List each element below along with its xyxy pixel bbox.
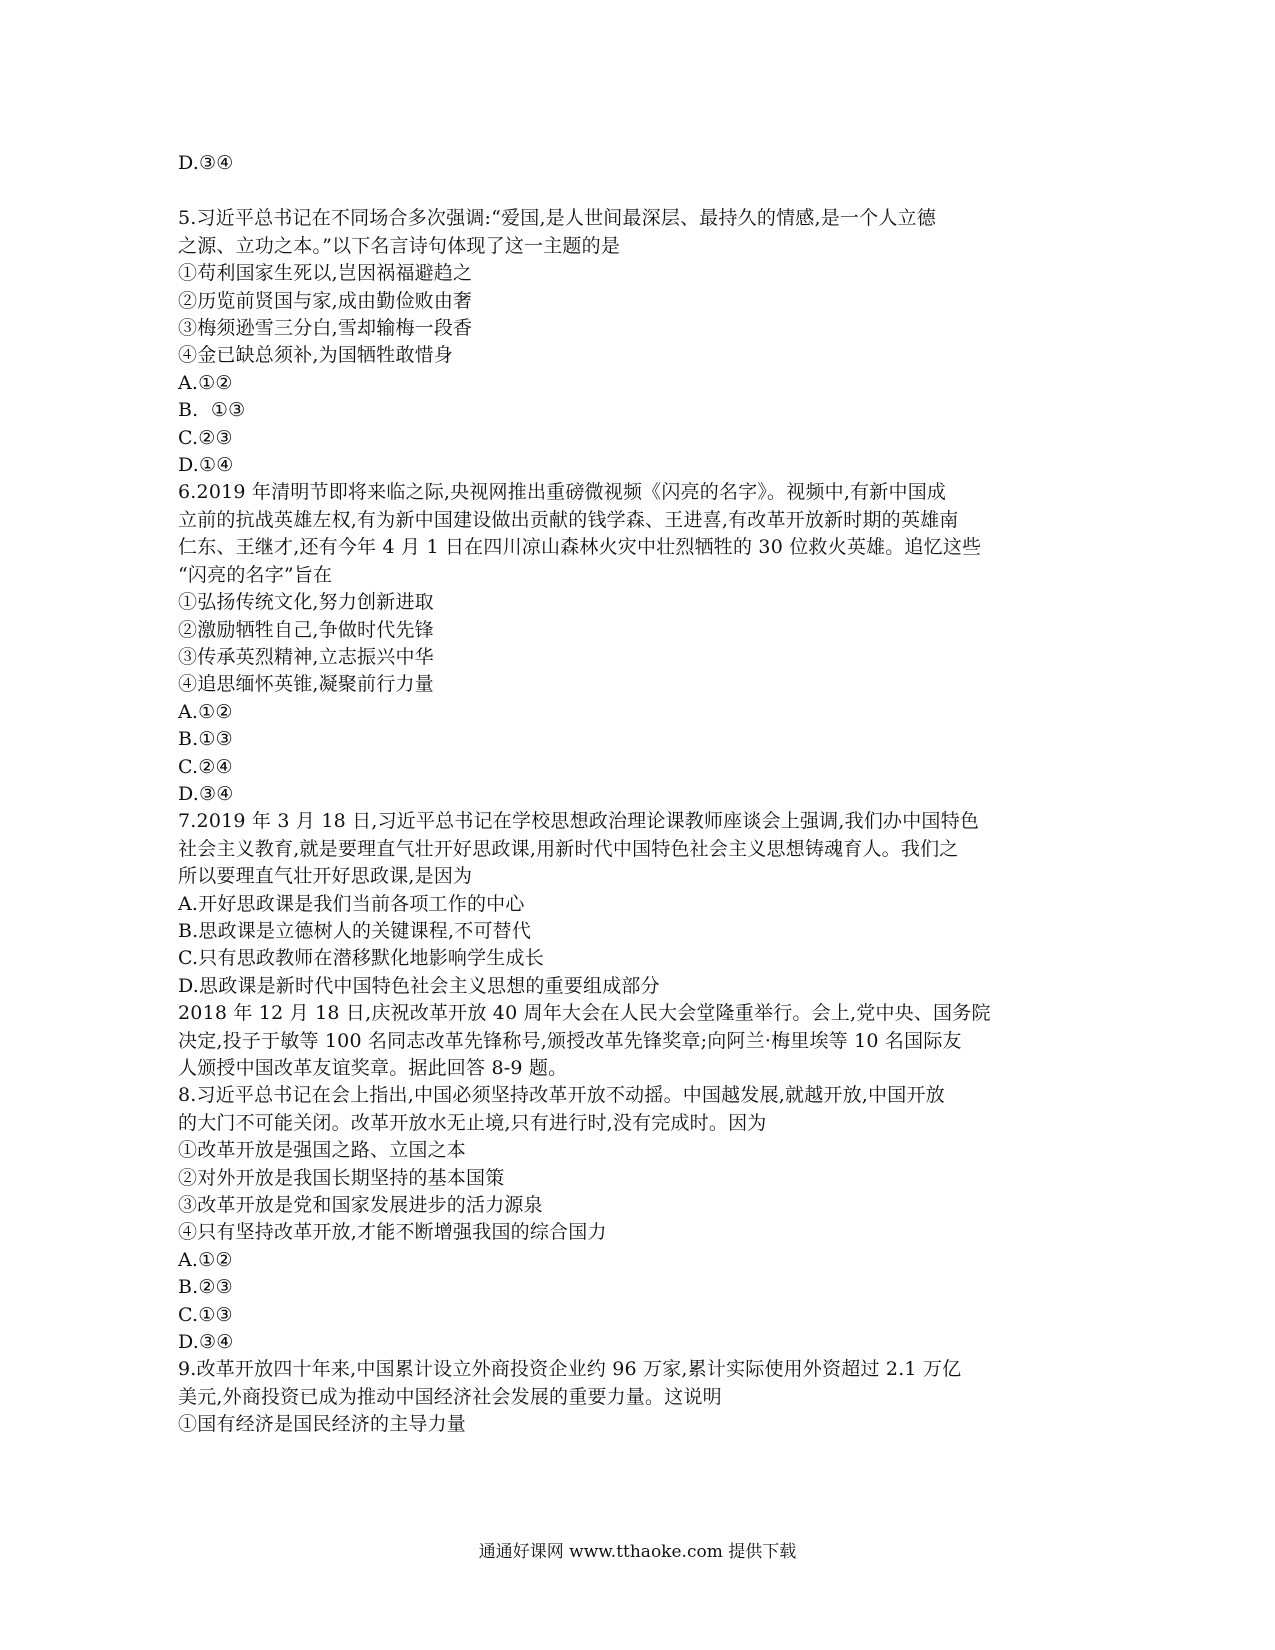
text-line: ③传承英烈精神,立志振兴中华 — [178, 645, 434, 668]
text-line: D.③④ — [178, 152, 234, 174]
text-line: ②对外开放是我国长期坚持的基本国策 — [178, 1166, 505, 1189]
text-line: 的大门不可能关闭。改革开放水无止境,只有进行时,没有完成时。因为 — [178, 1111, 767, 1134]
text-line: ①苟利国家生死以,岂因祸福避趋之 — [178, 262, 473, 285]
text-line: D.③④ — [178, 1331, 234, 1354]
text-line: 立前的抗战英雄左权,有为新中国建设做出贡献的钱学森、王进喜,有改革开放新时期的英雄南 — [178, 508, 959, 531]
text-line: C.只有思政教师在潜移默化地影响学生成长 — [178, 947, 544, 970]
text-line: ①弘扬传统文化,努力创新进取 — [178, 591, 434, 614]
text-line: C.②④ — [178, 755, 233, 778]
text-line: C.①③ — [178, 1303, 233, 1326]
text-line: D.③④ — [178, 782, 234, 805]
text-line: A.①② — [178, 371, 233, 394]
text-line: ③梅须逊雪三分白,雪却输梅一段香 — [178, 317, 473, 340]
text-line: “闪亮的名字”旨在 — [178, 563, 333, 586]
text-line: B.②③ — [178, 1276, 233, 1299]
text-line: B.①③ — [178, 728, 233, 751]
text-line: 7.2019 年 3 月 18 日,习近平总书记在学校思想政治理论课教师座谈会上强调,我们办中国特色 — [178, 810, 980, 833]
text-line: ②历览前贤国与家,成由勤俭败由奢 — [178, 289, 473, 312]
text-line: 6.2019 年清明节即将来临之际,央视网推出重磅微视频《闪亮的名字》。视频中,有新中国成 — [178, 481, 947, 504]
text-line: 社会主义教育,就是要理直气壮开好思政课,用新时代中国特色社会主义思想铸魂育人。我们之 — [178, 837, 959, 860]
text-line: B.思政课是立德树人的关键课程,不可替代 — [178, 919, 532, 942]
blank-line — [178, 177, 1088, 205]
text-line: D.①④ — [178, 454, 234, 477]
page-footer: 通通好课网 www.tthaoke.com 提供下载 — [478, 1542, 797, 1562]
text-line: ①改革开放是强国之路、立国之本 — [178, 1139, 467, 1162]
document-body — [178, 150, 1088, 1439]
text-line: D.思政课是新时代中国特色社会主义思想的重要组成部分 — [178, 974, 660, 997]
text-line: 9.改革开放四十年来,中国累计设立外商投资企业约 96 万家,累计实际使用外资超过 2.1 万亿 — [178, 1358, 962, 1381]
text-line: B. ①③ — [178, 399, 246, 422]
text-line: C.②③ — [178, 426, 233, 449]
text-line: A.①② — [178, 700, 233, 723]
text-line: 人颁授中国改革友谊奖章。据此回答 8-9 题。 — [178, 1057, 568, 1079]
text-line: ④只有坚持改革开放,才能不断增强我国的综合国力 — [178, 1221, 607, 1244]
text-line: 美元,外商投资已成为推动中国经济社会发展的重要力量。这说明 — [178, 1385, 722, 1408]
text-line: 决定,投子于敏等 100 名同志改革先锋称号,颁授改革先锋奖章;向阿兰·梅里埃等 10 名国际友 — [178, 1029, 962, 1052]
text-line: ④追思缅怀英锥,凝聚前行力量 — [178, 673, 434, 696]
text-line: 仁东、王继才,还有今年 4 月 1 日在四川凉山森林火灾中壮烈牺牲的 30 位救火英雄。追忆这些 — [178, 536, 982, 559]
text-line: ①国有经济是国民经济的主导力量 — [178, 1413, 467, 1436]
text-line: 8.习近平总书记在会上指出,中国必须坚持改革开放不动摇。中国越发展,就越开放,中国开放 — [178, 1084, 945, 1107]
text-line: 5.习近平总书记在不同场合多次强调:“爱国,是人世间最深层、最持久的情感,是一个人立德 — [178, 207, 936, 230]
text-line: 所以要理直气壮开好思政课,是因为 — [178, 865, 473, 888]
text-line: 2018 年 12 月 18 日,庆祝改革开放 40 周年大会在人民大会堂隆重举行。会上,党中央、国务院 — [178, 1002, 991, 1025]
text-line: ②激励牺牲自己,争做时代先锋 — [178, 618, 434, 641]
text-line: ③改革开放是党和国家发展进步的活力源泉 — [178, 1194, 543, 1217]
text-line: ④金已缺总须补,为国牺牲敢惜身 — [178, 344, 454, 367]
text-line: 之源、立功之本。”以下名言诗句体现了这一主题的是 — [178, 234, 621, 257]
text-line: A.①② — [178, 1248, 233, 1271]
text-line: A.开好思政课是我们当前各项工作的中心 — [178, 892, 525, 915]
